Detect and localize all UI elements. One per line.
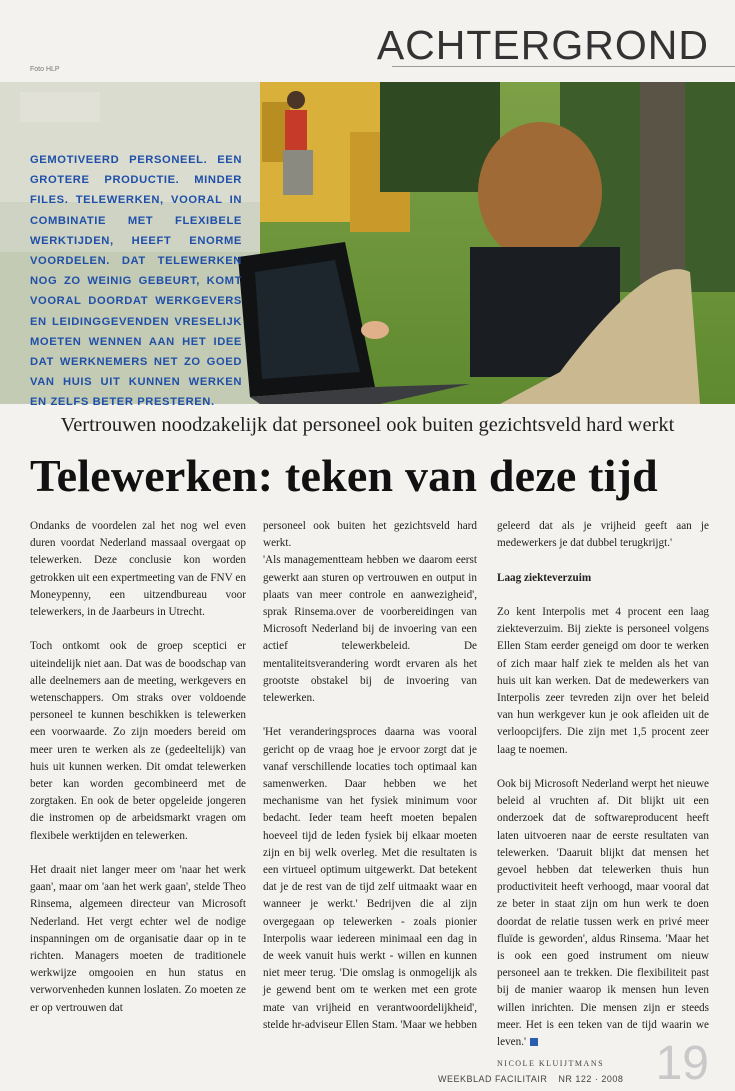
paragraph-text: Ook bij Microsoft Nederland werpt het nieuwe beleid al vruchten af. Dit blijkt uit een onderzoek dat de softwareproducent heeft laten uitvoeren naar de eerste resultaten van telewerken. 'Daaruit blijkt dat mensen het gevoel hebben dat telewerken thuis hun productiviteit heeft verhoogd, maar vooral dat ze beter in staat zijn om hun werk te doen doordat de relatie tussen werk en privé meer fluïde is geworden', aldus Rinsema. 'Maar het is ook een goed instrument om nieuw personeel aan te trekken. Die flexibiliteit past bij de manier waarop ik mensen hun leven willen inrichten. Die mensen zijn er steeds meer. Het is een teken van de tijd waarin we leven.' xyxy=(497,778,709,1049)
paragraph: 'Als managementteam hebben we daarom eerst gewerkt aan sturen op vertrouwen en output in plaats van meer controle en aanwezigheid', sprak Rinsema.over de voorbereidingen van Microsoft Nederland bij de invoering van een actief telewerkbeleid. De mentaliteitsverandering wordt ervaren als het grootste obstakel bij de invoering van telewerken. xyxy=(263,554,477,705)
paragraph: geleerd dat als je vrijheid geeft aan je medewerkers je dat dubbel terugkrijgt.' xyxy=(497,520,709,550)
article-column-1 xyxy=(30,518,246,1034)
page-number: 19 xyxy=(655,1037,709,1090)
paragraph: Toch ontkomt ook de groep sceptici er uiteindelijk niet aan. Dat was de boodschap van alle deelnemers aan de meeting, werkgevers en wetenschappers. Om straks over voldoende personeel te kunnen beschikken is telewerken een voorwaarde. Zo zijn moeders bereid om meer uren te werken als ze (gedeeltelijk) van huis uit kunnen werken. Dit omdat telewerken beter kan worden gecombineerd met de zorgtaken. En ook de beter opgeleide jongeren die instromen op de arbeidsmarkt vragen om flexibele werktijden en telewerken. xyxy=(30,640,246,842)
section-title: ACHTERGROND xyxy=(376,22,709,68)
issue-number: NR 122 · 2008 xyxy=(558,1074,624,1084)
end-mark-icon xyxy=(530,1038,538,1046)
subheading: Laag ziekteverzuim xyxy=(497,571,592,584)
photo-credit: Foto HLP xyxy=(30,66,60,73)
intro-text: GEMOTIVEERD PERSONEEL. EEN GROTERE PRODUCTIE. MINDER FILES. TELEWERKEN, VOORAL IN COMBINATIE MET FLEXIBELE WERKTIJDEN, HEEFT ENORME VOORDELEN. DAT TELEWERKEN NOG ZO WEINIG GEBEURT, KOMT VOORAL DOORDAT WERKGEVERS EN LEIDINGGEVENDEN VRESELIJK MOETEN WENNEN AAN HET IDEE DAT WERKNEMERS NET ZO GOED VAN HUIS UIT KUNNEN WERKEN EN ZELFS BETER PRESTEREN. xyxy=(30,154,242,409)
byline: NICOLE KLUIJTMANS xyxy=(497,1059,605,1069)
paragraph xyxy=(497,776,709,1051)
paragraph: Het draait niet langer meer om 'naar het werk gaan', maar om 'aan het werk gaan', stelde Theo Rinsema, algemeen directeur van Microsoft Nederland. Het vergt echter wel de nodige inspanningen om de organisatie daar op in te richten. Managers moeten de traditionele werkwijze omgooien en hun status en verworvenheden kunnen loslaten. Zo moeten ze er op vertrouwen dat xyxy=(30,864,246,1014)
paragraph: Ondanks de voordelen zal het nog wel even duren voordat Nederland massaal overgaat op telewerken. Deze conclusie kon worden getrokken uit een expertmeeting van de FNV en Moneypenny, een uitzendbureau voor telewerkers, in de Jaarbeurs in Utrecht. xyxy=(30,520,246,619)
paragraph: 'Het veranderingsproces daarna was vooral gericht op de vraag hoe je ervoor zorgt dat je vanaf verschillende locaties toch optimaal kan samenwerken. Daar hebben we het mechanisme van het fysiek minimum voor bedacht. Ieder team heeft moeten bepalen hoeveel tijd de leden fysiek bij elkaar moeten zijn en bij welk overleg. Met die resultaten is een virtueel optimum uitgewerkt. Dat betekent dat je de rest van de tijd zelf uitmaakt waar en wanneer je werkt.' Bedrijven die al zijn overgegaan op telewerken - zoals pionier Interpolis waar iedereen minimaal een dag in de week vanuit huis werkt - willen en kunnen niet meer terug. 'Die omslag is onmogelijk als je gewend bent om te werken met een grote mate van vrijheid en verantwoordelijkheid', stelde hr-adviseur Ellen Stam. 'Maar we hebben xyxy=(263,726,477,1031)
paragraph: Zo kent Interpolis met 4 procent een laag ziekteverzuim. Bij ziekte is personeel volgens Ellen Stam eerder geneigd om door te werken of zich maar half ziek te melden als het van huis uit kan werken. Dat de medewerkers van Interpolis zeer tevreden zijn over het beleid van hun werkgever kun je ook afleiden uit de verloopcijfers. Die zijn met 1,5 procent zeer laag te noemen. xyxy=(497,605,709,756)
publication-name: WEEKBLAD FACILITAIR xyxy=(438,1074,548,1084)
article-column-3 xyxy=(497,518,709,1072)
paragraph: personeel ook buiten het gezichtsveld hard werkt. xyxy=(263,520,477,550)
article-kicker: Vertrouwen noodzakelijk dat personeel ook buiten gezichtsveld hard werkt xyxy=(60,414,675,436)
header-rule xyxy=(392,66,735,67)
article-headline: Telewerken: teken van deze tijd xyxy=(30,450,658,501)
article-column-2 xyxy=(263,518,477,1051)
footer-publication xyxy=(438,1074,623,1084)
